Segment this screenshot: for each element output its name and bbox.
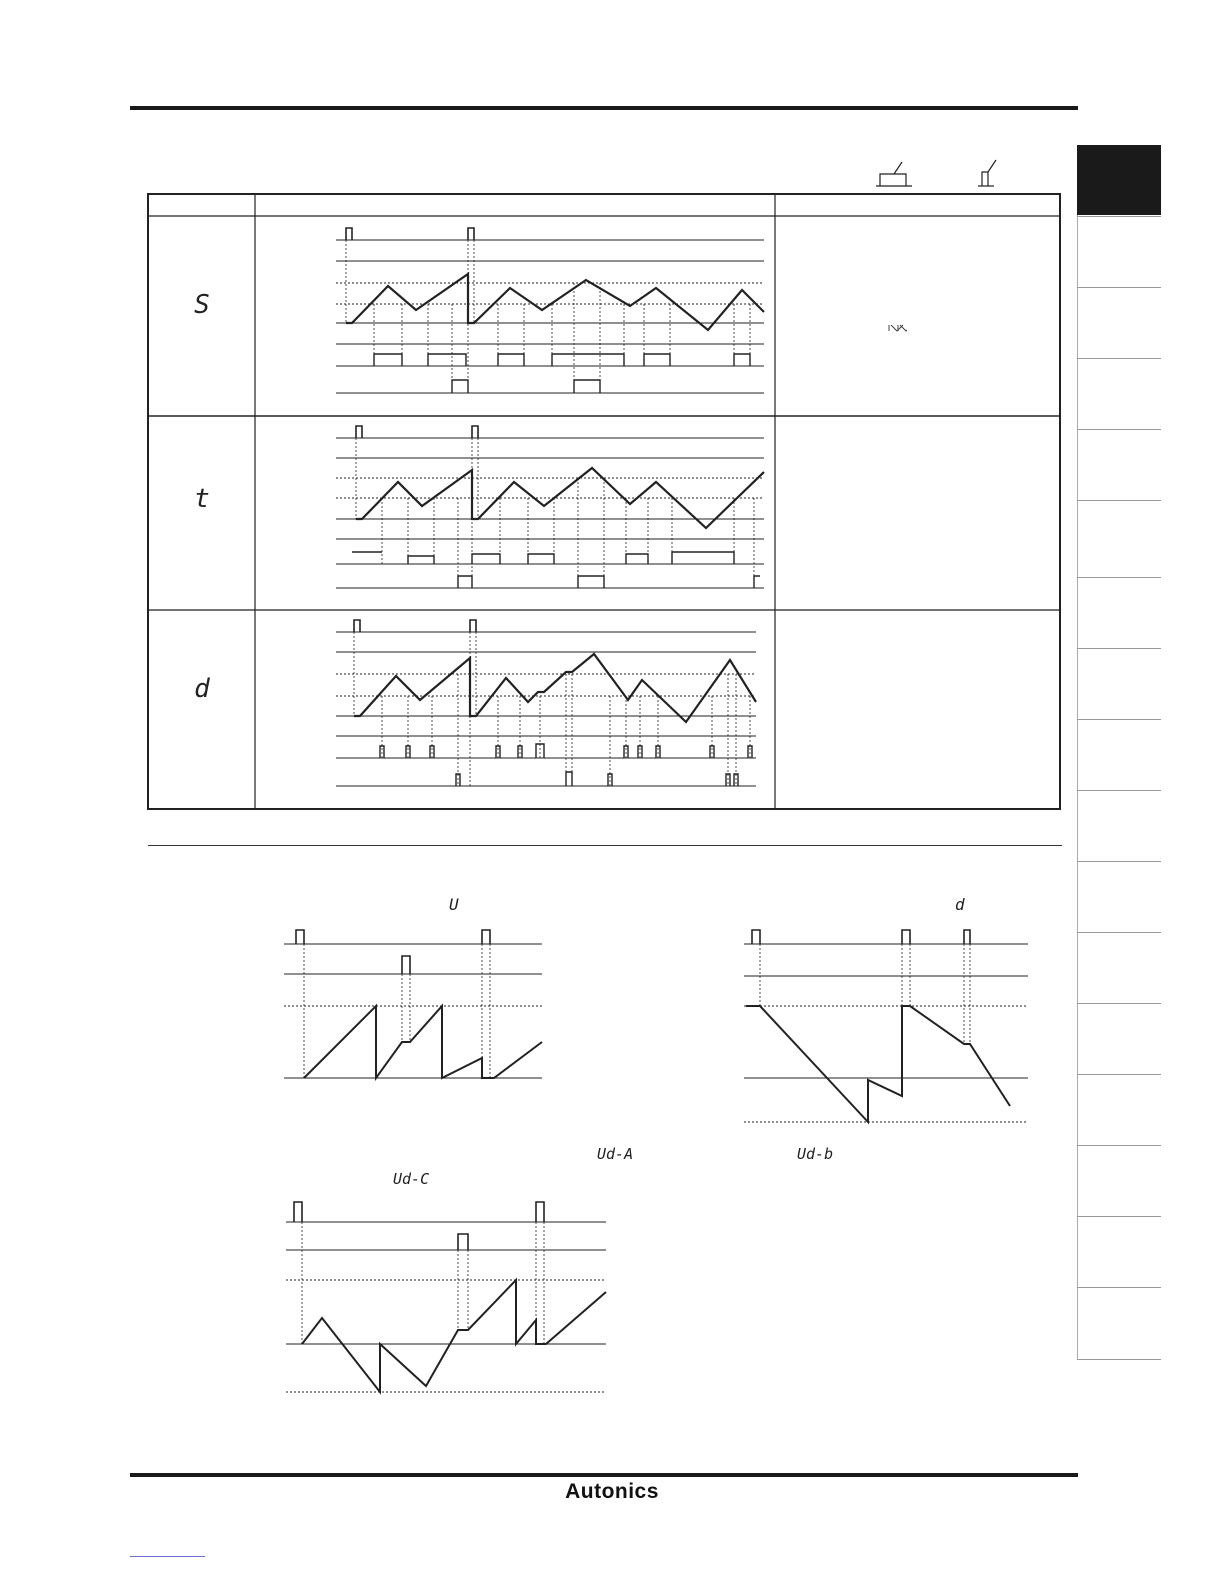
sidebar-border [1077, 215, 1078, 1360]
sidebar-divider [1077, 1216, 1161, 1217]
section-tab-active[interactable] [1077, 145, 1161, 215]
bottom-rule [130, 1473, 1078, 1477]
sidebar-divider [1077, 648, 1161, 649]
section-divider [148, 845, 1062, 846]
footer-link-underline[interactable] [130, 1556, 205, 1557]
sidebar-divider [1077, 1359, 1161, 1360]
label-udb-mode: Ud-b [797, 1145, 834, 1163]
header-icons [872, 158, 1012, 192]
diagram-udc-mode [284, 1192, 610, 1402]
timing-diagram-d [330, 612, 770, 792]
mode-symbol-s: S [194, 290, 210, 320]
comparison-glyph [887, 318, 907, 348]
diagram-down-mode [740, 920, 1032, 1130]
sidebar-divider [1077, 358, 1161, 359]
mode-symbols [147, 193, 255, 810]
switch-symbol-icon [876, 158, 1012, 186]
sidebar-divider [1077, 861, 1161, 862]
switch-lever-icon [978, 160, 996, 186]
brand-logo: Autonics [565, 1480, 659, 1503]
sidebar-divider [1077, 577, 1161, 578]
label-down-mode: d [955, 895, 965, 914]
timing-diagram-t [330, 418, 770, 598]
sidebar-divider [1077, 1287, 1161, 1288]
sidebar-divider [1077, 1074, 1161, 1075]
mode-symbol-t: t [194, 484, 210, 514]
sidebar-divider [1077, 287, 1161, 288]
mode-symbol-d: d [194, 674, 210, 704]
diagram-up-mode [280, 920, 550, 1090]
sidebar-divider [1077, 1003, 1161, 1004]
sidebar-divider [1077, 790, 1161, 791]
sidebar-divider [1077, 216, 1161, 217]
timing-diagram-s [330, 218, 770, 402]
sidebar-divider [1077, 500, 1161, 501]
sidebar-divider [1077, 932, 1161, 933]
top-rule [130, 106, 1078, 110]
sidebar-divider [1077, 1145, 1161, 1146]
label-uda-mode: Ud-A [597, 1145, 634, 1163]
label-udc-mode: Ud-C [393, 1170, 430, 1188]
label-up-mode: U [449, 895, 459, 914]
sidebar-divider [1077, 719, 1161, 720]
sidebar-divider [1077, 429, 1161, 430]
